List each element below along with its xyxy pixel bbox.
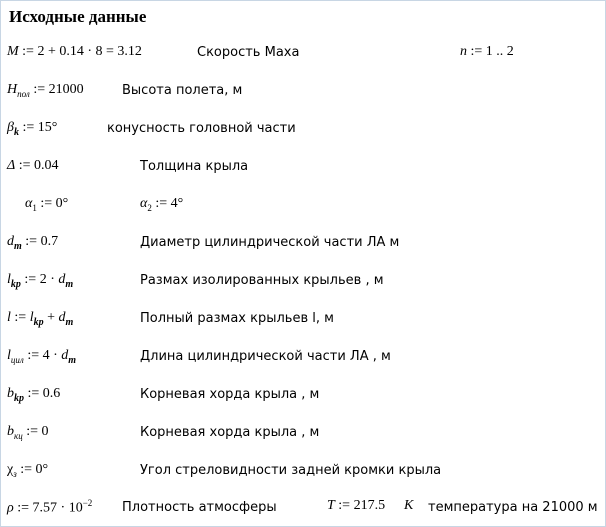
expr-bkp[interactable]: $b_{kp}$ := 0.6 bbox=[7, 386, 61, 404]
expr-n-range[interactable]: n := 1 .. 2 bbox=[460, 44, 514, 59]
desc-l: Полный размах крыльев l, м bbox=[140, 311, 334, 326]
expr-dm[interactable]: $d_m$ := 0.7 bbox=[7, 234, 59, 252]
desc-altitude: Высота полета, м bbox=[122, 83, 243, 98]
expr-altitude[interactable]: $H_{пол}$ := 21000 bbox=[7, 82, 84, 99]
expr-chi[interactable]: $\chi_з$ := 0° bbox=[7, 462, 49, 479]
expr-beta[interactable]: $\beta_k$ := 15° bbox=[7, 120, 58, 138]
desc-mach: Скорость Маха bbox=[197, 45, 300, 60]
desc-bkp: Корневая хорда крыла , м bbox=[140, 387, 320, 402]
expr-l[interactable]: l := $l_{kp} + d_m$ bbox=[7, 310, 74, 328]
expr-bkc[interactable]: $b_{кц}$ := 0 bbox=[7, 424, 49, 441]
desc-chi: Угол стреловидности задней кромки крыла bbox=[140, 463, 442, 478]
expr-delta[interactable]: Δ := 0.04 bbox=[7, 158, 59, 173]
desc-bkc: Корневая хорда крыла , м bbox=[140, 425, 320, 440]
desc-beta: конусность головной части bbox=[107, 121, 296, 136]
expr-alpha2[interactable]: $\alpha_2$ := 4° bbox=[140, 196, 184, 213]
desc-rho: Плотность атмосферы bbox=[122, 500, 277, 515]
expr-temperature[interactable]: T := 217.5 bbox=[327, 498, 386, 513]
unit-kelvin: K bbox=[404, 498, 414, 513]
desc-lkp: Размах изолированных крыльев , м bbox=[140, 273, 384, 288]
expr-lcil[interactable]: $l_{цил}$ := $4 \cdot d_m$ bbox=[7, 348, 77, 366]
expr-alpha1[interactable]: $\alpha_1$ := 0° bbox=[25, 196, 69, 213]
desc-dm: Диаметр цилиндрической части ЛА м bbox=[140, 235, 400, 250]
desc-lcil: Длина цилиндрической части ЛА , м bbox=[140, 349, 391, 364]
section-title: Исходные данные bbox=[9, 7, 147, 26]
expr-rho[interactable]: ρ := $7.57 \cdot 10^{-2}$ bbox=[7, 498, 93, 516]
desc-delta: Толщина крыла bbox=[140, 159, 249, 174]
desc-temperature: температура на 21000 м bbox=[428, 500, 598, 515]
expr-mach[interactable]: M := 2 + 0.14 · 8 = 3.12 bbox=[7, 44, 142, 59]
expr-lkp[interactable]: $l_{kp}$ := $2 \cdot d_m$ bbox=[7, 272, 74, 290]
